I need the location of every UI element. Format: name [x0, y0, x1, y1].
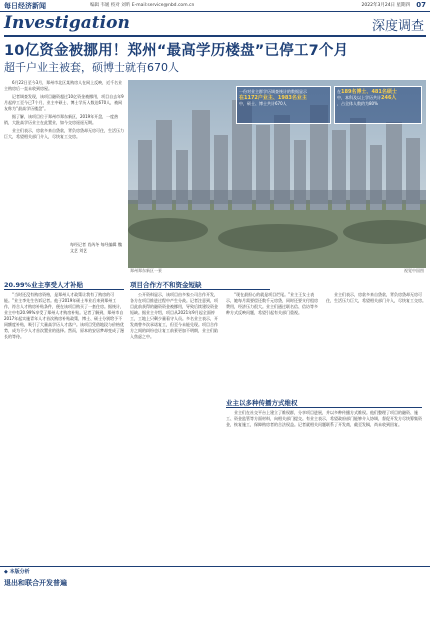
- newspaper-brand: 每日经济新闻: [4, 2, 46, 10]
- article-paragraph: 业主们在社交平台上建立了维权群，分享项目进展，并以多种传播方式维权。他们整理了项目的融资、施工、资金监管等方面材料，向相关部门提交。有业主表示，希望政府部门能够介入协调，督促开发方尽快筹集资金，恢复施工，保障购房者的合法权益。记者就相关问题联系了开发商，截至发稿，尚未收到回复。: [226, 410, 422, 427]
- section-rule: [4, 35, 426, 37]
- article-column-1: [4, 292, 124, 562]
- page-number: 07: [416, 1, 426, 9]
- photo-credit: 视觉中国图: [404, 268, 424, 273]
- article-column-3: [226, 292, 321, 392]
- callout-text: 一份对业主群学历调查统计的数据显示: [239, 89, 307, 94]
- article-column-2: [130, 292, 220, 562]
- callout-highlight: 189名博士、481名硕士: [341, 89, 397, 95]
- section-title-en: Investigation: [4, 13, 130, 33]
- article-paragraph: 公开资料显示，该项目由多家公司合作开发，各方在项目推进过程中产生分歧。记者注意到，项目此前获得的融资资金被挪用，导致后续建设资金短缺。据业主介绍，项目从2021年9月起全面停工，工地上只剩少量看守人员。多名业主表示，开发商曾多次承诺复工，但至今未能兑现。项目合作方之间的纠纷也让复工前景更加不明朗，业主们陷入焦虑之中。: [130, 292, 218, 339]
- bottom-divider: [0, 566, 430, 567]
- callout-text: 中，硕士、博士共计670人: [239, 101, 287, 106]
- byline: 每经记者 肖芮冬 每经编辑 魏文艺 刘艺: [70, 242, 122, 253]
- section-heading-rights: 业主以多种传播方式维权: [226, 398, 422, 408]
- article-paragraph: 业主们表示，房款多来自贷款，背负房贷却无房可住，生活压力巨大，希望相关部门介入，尽快复工交房。: [326, 292, 426, 303]
- education-stats-callout: [236, 86, 331, 124]
- lead-paragraph: 记者调查发现，该项目融资超过10亿资金被挪用，项目自去年9月起停工至今已7个月，业主中硕士、博士学历人数达670人，被网友称为“最高学历楼盘”。: [4, 94, 124, 111]
- degree-stats-callout: [334, 86, 422, 124]
- lead-paragraph: 6月22日至今3月，郑州市北区某购房人在网上反映，近千名业主购房后一直未收到房屋。: [4, 80, 123, 91]
- article-paragraph: “当时还没有购房资格，是郑州人才政策让我有了购房的可能。”业主李先生告诉记者。他于2019年硕士毕业后来到郑州工作，符合人才购房补贴条件，便在该项目购买了一套住房。据统计，业主中有20.99%享受了郑州人才购房补贴。记者了解到，郑州市自2017年起实施青年人才首次购房补贴政策，博士、硕士分别给予不同额度补贴，吸引了大量高学历人才落户。该项目凭借地段与价格优势，成为不少人才首次置业的选择。然而，原本的安居梦却变成了漫长的等待。: [4, 292, 124, 339]
- callout-text: 在: [337, 89, 341, 94]
- section-title-cn: 深度调查: [371, 19, 424, 34]
- callout-highlight: 246人: [381, 95, 397, 101]
- callout-highlight: 在1172户业主、1983名业主: [239, 95, 307, 101]
- lead-paragraph: 据了解，该项目位于郑州市郑东新区，2019年开盘，一度热销，大批高学历业主在此置业，如今交房遥遥无期。: [4, 114, 119, 125]
- subheadline: 超千户业主被套，硕博士就有670人: [4, 61, 179, 74]
- section-heading-funding: 项目合作方不和资金短缺: [130, 280, 270, 290]
- article-column-4: [226, 410, 422, 562]
- headline: 10亿资金被挪用！郑州“最高学历楼盘”已停工7个月: [4, 43, 349, 59]
- issue-date: 2022年3月24日 星期四: [361, 3, 410, 8]
- bottom-section-title: 退出和联合开发普遍: [4, 579, 67, 587]
- callout-text: 中，本科及以上学历共计: [337, 95, 381, 100]
- article-paragraph: “现在最担心的就是项目烂尾。”业主王女士表示，她每月需要偿还数千元房贷，同时还要支付租房费用，经济压力很大。业主们通过联名信、信访等多种方式反映问题，希望引起有关部门重视。: [226, 292, 318, 315]
- section-heading-talent: 20.99%业主享受人才补贴: [4, 280, 124, 290]
- masthead-info: 编辑 韦媛 校对 刘昕 E-mail:service@nbd.com.cn: [90, 3, 195, 8]
- callout-text: ，占全体人数约为80%: [337, 101, 378, 106]
- article-column-5: [326, 292, 426, 392]
- section-bar: [0, 13, 430, 35]
- photo-caption: 郑州郑东新区一景: [130, 268, 162, 273]
- bottom-section-tag: ◆ 本版分析: [4, 569, 30, 575]
- lead-paragraph: 业主们表示，房款多来自贷款，背负房贷却无房可住，生活压力巨大，希望相关部门介入，尽快复工交房。: [4, 128, 124, 139]
